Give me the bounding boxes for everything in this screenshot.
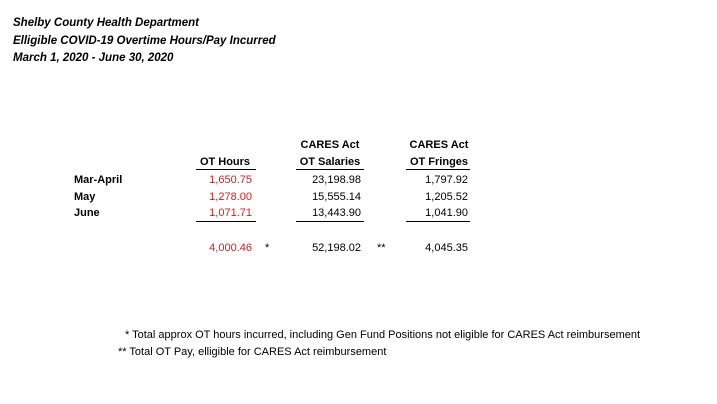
fringes-header-top: CARES Act (409, 139, 469, 151)
ot-hours-total: 4,000.46 (209, 242, 252, 254)
fringes-total: 4,045.35 (425, 242, 468, 254)
row-label: Mar-April (74, 174, 123, 186)
report-title: Shelby County Health Department (13, 17, 199, 29)
report-subtitle: Elligible COVID-19 Overtime Hours/Pay Incurred (13, 35, 276, 47)
ot-hours-sum-rule (196, 221, 256, 222)
salaries-cell: 15,555.14 (312, 191, 361, 203)
ot-hours-total-mark: * (265, 242, 270, 254)
salaries-cell: 23,198.98 (312, 174, 361, 186)
row-label: June (74, 207, 100, 219)
fringes-header-bottom: OT Fringes (409, 156, 469, 168)
ot-hours-cell: 1,278.00 (209, 191, 252, 203)
salaries-cell: 13,443.90 (312, 207, 361, 219)
salaries-header-rule (296, 169, 364, 170)
ot-hours-header-rule (196, 169, 256, 170)
footnote-ot-hours: * Total approx OT hours incurred, including Gen Fund Positions not eligible for CARES Act reimbursement (125, 329, 641, 341)
fringes-sum-rule (406, 221, 470, 222)
ot-hours-cell: 1,071.71 (209, 207, 252, 219)
footnote-ot-pay: ** Total OT Pay, elligible for CARES Act reimbursement (118, 346, 387, 358)
ot-hours-header: OT Hours (199, 156, 251, 168)
salaries-total: 52,198.02 (312, 242, 361, 254)
ot-hours-cell: 1,650.75 (209, 174, 252, 186)
fringes-cell: 1,205.52 (425, 191, 468, 203)
salaries-total-mark: ** (377, 242, 386, 254)
fringes-cell: 1,041.90 (425, 207, 468, 219)
fringes-cell: 1,797.92 (425, 174, 468, 186)
salaries-header-top: CARES Act (300, 139, 360, 151)
report-date-range: March 1, 2020 - June 30, 2020 (13, 52, 174, 64)
fringes-header-rule (406, 169, 470, 170)
salaries-sum-rule (296, 221, 364, 222)
salaries-header-bottom: OT Salaries (299, 156, 361, 168)
row-label: May (74, 191, 96, 203)
